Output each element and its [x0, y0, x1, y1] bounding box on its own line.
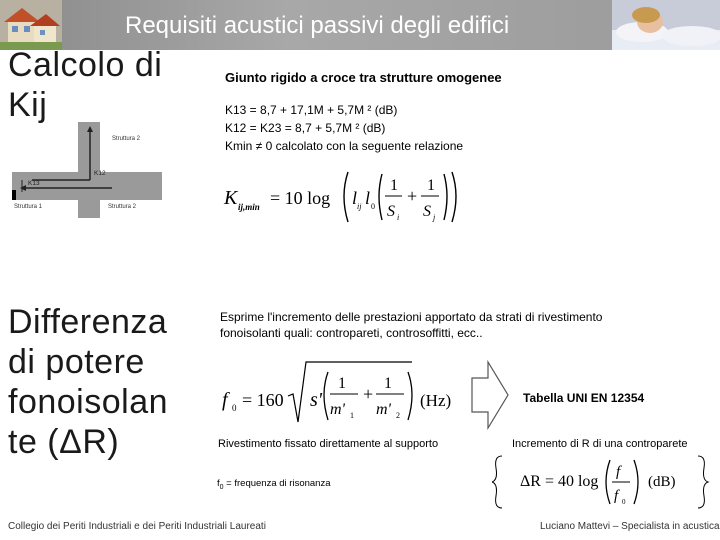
svg-text:i: i: [397, 213, 400, 222]
caption-rivestimento: Rivestimento fissato direttamente al supporto: [218, 438, 439, 450]
svg-text:l: l: [352, 188, 358, 208]
footer-left: Collegio dei Periti Industriali e dei Periti Industriali Laureati: [8, 521, 266, 532]
svg-text:S: S: [423, 203, 431, 220]
svg-text:S: S: [387, 203, 395, 220]
description-line-1: Esprime l'incremento delle prestazioni apportato da strati di rivestimento: [220, 310, 603, 324]
sleeping-person-photo: [612, 0, 720, 50]
label-k12: K12: [94, 170, 106, 177]
delta-r-formula: [492, 454, 712, 510]
kmin-note: Kmin ≠ 0 calcolato con la seguente relazione: [225, 139, 464, 153]
header-bar: [0, 0, 720, 50]
svg-text:ΔR = 40 log: ΔR = 40 log: [520, 473, 599, 490]
svg-text:1: 1: [427, 177, 435, 194]
description-line-2: fonoisolanti quali: contropareti, controsoffitti, ecc..: [220, 326, 483, 340]
svg-text:+: +: [407, 186, 418, 206]
right-arrow-icon: [470, 360, 510, 430]
svg-text:f: f: [616, 464, 621, 480]
svg-text:m': m': [330, 401, 345, 418]
svg-text:ij: ij: [357, 202, 362, 211]
page-title: Requisiti acustici passivi degli edifici: [125, 12, 510, 39]
footer-right: Luciano Mattevi – Specialista in acustica: [540, 521, 720, 532]
label-struttura-1: Struttura 1: [14, 204, 43, 210]
svg-text:1: 1: [338, 375, 346, 392]
section1-heading: Giunto rigido a croce tra strutture omogenee: [225, 70, 502, 85]
house-illustration-icon: [0, 0, 62, 50]
k12-formula: K12 = K23 = 8,7 + 5,7M ² (dB): [225, 121, 386, 135]
label-struttura-2-top: Struttura 2: [112, 136, 141, 142]
svg-text:0: 0: [371, 202, 375, 211]
svg-text:l: l: [365, 188, 371, 208]
label-struttura-2-bottom: Struttura 2: [108, 204, 137, 210]
svg-text:2: 2: [396, 411, 400, 420]
svg-text:+: +: [363, 384, 374, 404]
cross-junction-diagram: [12, 122, 162, 218]
svg-text:0: 0: [232, 403, 237, 413]
label-k13: K13: [28, 180, 40, 187]
svg-text:= 160: = 160: [242, 390, 284, 410]
svg-text:(dB): (dB): [648, 474, 676, 490]
svg-text:f: f: [614, 488, 619, 504]
svg-text:s': s': [310, 389, 323, 411]
svg-text:ij,min: ij,min: [238, 202, 260, 212]
svg-text:m': m': [376, 401, 391, 418]
svg-text:K: K: [224, 187, 238, 209]
caption-incremento: Incremento di R di una controparete: [512, 438, 688, 450]
svg-text:1: 1: [350, 411, 354, 420]
svg-text:0: 0: [622, 498, 626, 506]
k13-formula: K13 = 8,7 + 17,1M + 5,7M ² (dB): [225, 103, 398, 117]
svg-text:(Hz): (Hz): [420, 391, 452, 410]
tabella-uni-label: Tabella UNI EN 12354: [523, 391, 645, 405]
resonance-frequency-formula: [222, 358, 462, 428]
svg-text:f: f: [222, 389, 228, 411]
f0-definition: $f_0$ = frequenza di risonanza: [217, 478, 331, 491]
svg-text:= 10 log: = 10 log: [270, 188, 331, 208]
svg-text:1: 1: [384, 375, 392, 392]
section-title-differenza: Differenza di potere fonoisolan te (ΔR): [8, 303, 169, 461]
svg-text:j: j: [433, 213, 436, 222]
section-title-calcolo: Calcolo di Kij: [8, 46, 163, 124]
svg-text:1: 1: [390, 177, 398, 194]
kij-min-formula: [222, 166, 472, 228]
